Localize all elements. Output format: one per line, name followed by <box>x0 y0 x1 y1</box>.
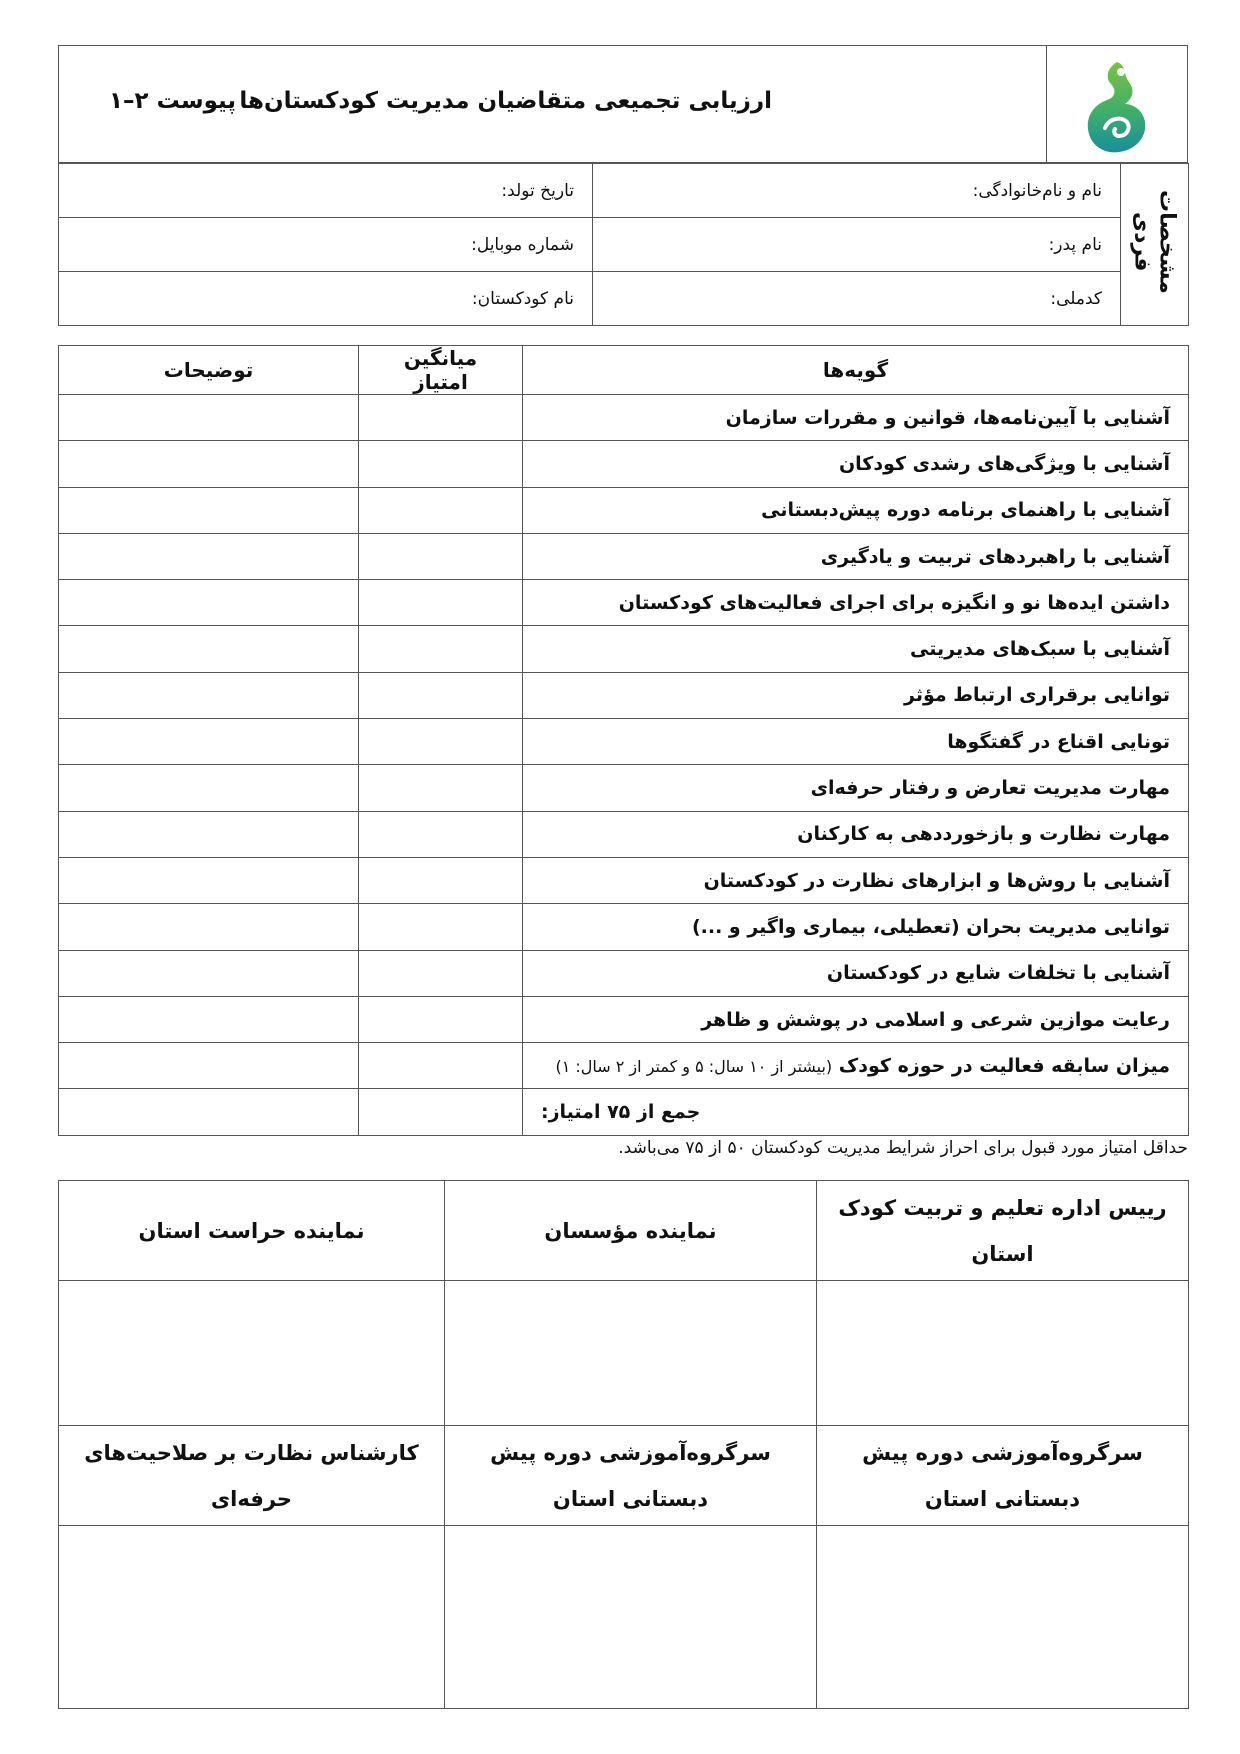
notes-column-header: توضیحات <box>59 346 359 395</box>
score-cell[interactable] <box>359 626 523 672</box>
item-label: آشنایی با راهنمای برنامه دوره پیش‌دبستانی <box>523 487 1189 533</box>
birth-date-field[interactable]: تاریخ تولد: <box>59 164 593 218</box>
score-cell[interactable] <box>359 811 523 857</box>
logo-cell <box>1046 46 1187 162</box>
total-notes-cell[interactable] <box>59 1089 359 1135</box>
form-title: ارزیابی تجمیعی متقاضیان مدیریت کودکستان‌ها <box>239 88 772 114</box>
signatory-title-preschool-head-1: سرگروه‌آموزشی دوره پیش دبستانی استان <box>817 1426 1189 1526</box>
notes-cell[interactable] <box>59 626 359 672</box>
notes-cell[interactable] <box>59 811 359 857</box>
average-score-column-header: میانگین امتیاز <box>359 346 523 395</box>
table-row <box>59 441 1189 487</box>
experience-row <box>59 1043 1189 1089</box>
signatory-title-education-head: رییس اداره تعلیم و تربیت کودک استان <box>817 1181 1189 1281</box>
item-label: توانایی مدیریت بحران (تعطیلی، بیماری واگیر و ...) <box>523 904 1189 950</box>
mobile-field[interactable]: شماره موبایل: <box>59 218 593 272</box>
items-column-header: گویه‌ها <box>523 346 1189 395</box>
signatory-title-founders-rep: نماینده مؤسسان <box>445 1181 817 1281</box>
item-label: آشنایی با راهبردهای تربیت و یادگیری <box>523 533 1189 579</box>
signatory-title-competency-expert: کارشناس نظارت بر صلاحیت‌های حرفه‌ای <box>59 1426 445 1526</box>
score-cell[interactable] <box>359 533 523 579</box>
score-cell[interactable] <box>359 1043 523 1089</box>
item-label: آشنایی با سبک‌های مدیریتی <box>523 626 1189 672</box>
score-cell[interactable] <box>359 857 523 903</box>
table-row <box>59 487 1189 533</box>
notes-cell[interactable] <box>59 441 359 487</box>
table-row <box>59 811 1189 857</box>
table-row <box>59 580 1189 626</box>
score-cell[interactable] <box>359 996 523 1042</box>
table-row <box>59 950 1189 996</box>
personal-info-table <box>58 163 1189 326</box>
table-row <box>59 626 1189 672</box>
notes-cell[interactable] <box>59 950 359 996</box>
score-cell[interactable] <box>359 395 523 441</box>
item-label: آشنایی با تخلفات شایع در کودکستان <box>523 950 1189 996</box>
item-label: توانایی برقراری ارتباط مؤثر <box>523 672 1189 718</box>
score-cell[interactable] <box>359 672 523 718</box>
item-label: داشتن ایده‌ها نو و انگیزه برای اجرای فعالیت‌های کودکستان <box>523 580 1189 626</box>
table-row <box>59 904 1189 950</box>
signature-box[interactable] <box>445 1526 817 1709</box>
total-label: جمع از ۷۵ امتیاز: <box>523 1089 1189 1135</box>
national-code-field[interactable]: کدملی: <box>593 272 1121 326</box>
notes-cell[interactable] <box>59 580 359 626</box>
table-row <box>59 533 1189 579</box>
minimum-score-note: حداقل امتیاز مورد قبول برای احراز شرایط مدیریت کودکستان ۵۰ از ۷۵ می‌باشد. <box>618 1138 1188 1158</box>
notes-cell[interactable] <box>59 719 359 765</box>
signature-box[interactable] <box>59 1281 445 1426</box>
table-row <box>59 996 1189 1042</box>
evaluation-header-row <box>59 346 1189 395</box>
item-label: آشنایی با روش‌ها و ابزارهای نظارت در کودکستان <box>523 857 1189 903</box>
score-cell[interactable] <box>359 765 523 811</box>
table-row <box>59 765 1189 811</box>
score-cell[interactable] <box>359 719 523 765</box>
score-cell[interactable] <box>359 441 523 487</box>
score-cell[interactable] <box>359 580 523 626</box>
experience-note: (بیشتر از ۱۰ سال: ۵ و کمتر از ۲ سال: ۱) <box>555 1056 833 1076</box>
score-cell[interactable] <box>359 950 523 996</box>
table-row <box>59 857 1189 903</box>
notes-cell[interactable] <box>59 996 359 1042</box>
evaluation-table <box>58 345 1189 1136</box>
signature-box[interactable] <box>445 1281 817 1426</box>
signatory-title-security-rep: نماینده حراست استان <box>59 1181 445 1281</box>
signature-box[interactable] <box>817 1281 1189 1426</box>
item-label: رعایت موازین شرعی و اسلامی در پوشش و ظاهر <box>523 996 1189 1042</box>
notes-cell[interactable] <box>59 904 359 950</box>
notes-cell[interactable] <box>59 857 359 903</box>
kindergarten-name-field[interactable]: نام کودکستان: <box>59 272 593 326</box>
table-row <box>59 719 1189 765</box>
item-label: تونایی اقناع در گفتگوها <box>523 719 1189 765</box>
notes-cell[interactable] <box>59 672 359 718</box>
signature-table <box>58 1180 1189 1709</box>
organization-logo <box>1077 54 1157 158</box>
personal-info-section-label: مشخصات فردی <box>1121 164 1189 326</box>
score-cell[interactable] <box>359 904 523 950</box>
total-row <box>59 1089 1189 1135</box>
item-label: آشنایی با آیین‌نامه‌ها، قوانین و مقررات سازمان <box>523 395 1189 441</box>
notes-cell[interactable] <box>59 1043 359 1089</box>
notes-cell[interactable] <box>59 533 359 579</box>
experience-item <box>523 1043 1189 1089</box>
signatory-title-preschool-head-2: سرگروه‌آموزشی دوره پیش دبستانی استان <box>445 1426 817 1526</box>
notes-cell[interactable] <box>59 765 359 811</box>
full-name-field[interactable]: نام و نام‌خانوادگی: <box>593 164 1121 218</box>
form-header <box>58 45 1188 163</box>
notes-cell[interactable] <box>59 395 359 441</box>
signature-box[interactable] <box>817 1526 1189 1709</box>
annex-label: پیوست ۲–۱ <box>109 88 237 114</box>
item-label: آشنایی با ویژگی‌های رشدی کودکان <box>523 441 1189 487</box>
item-label: مهارت مدیریت تعارض و رفتار حرفه‌ای <box>523 765 1189 811</box>
table-row <box>59 672 1189 718</box>
father-name-field[interactable]: نام پدر: <box>593 218 1121 272</box>
table-row <box>59 395 1189 441</box>
signature-box[interactable] <box>59 1526 445 1709</box>
notes-cell[interactable] <box>59 487 359 533</box>
experience-label: میزان سابقه فعالیت در حوزه کودک <box>838 1054 1170 1077</box>
score-cell[interactable] <box>359 487 523 533</box>
item-label: مهارت نظارت و بازخورددهی به کارکنان <box>523 811 1189 857</box>
